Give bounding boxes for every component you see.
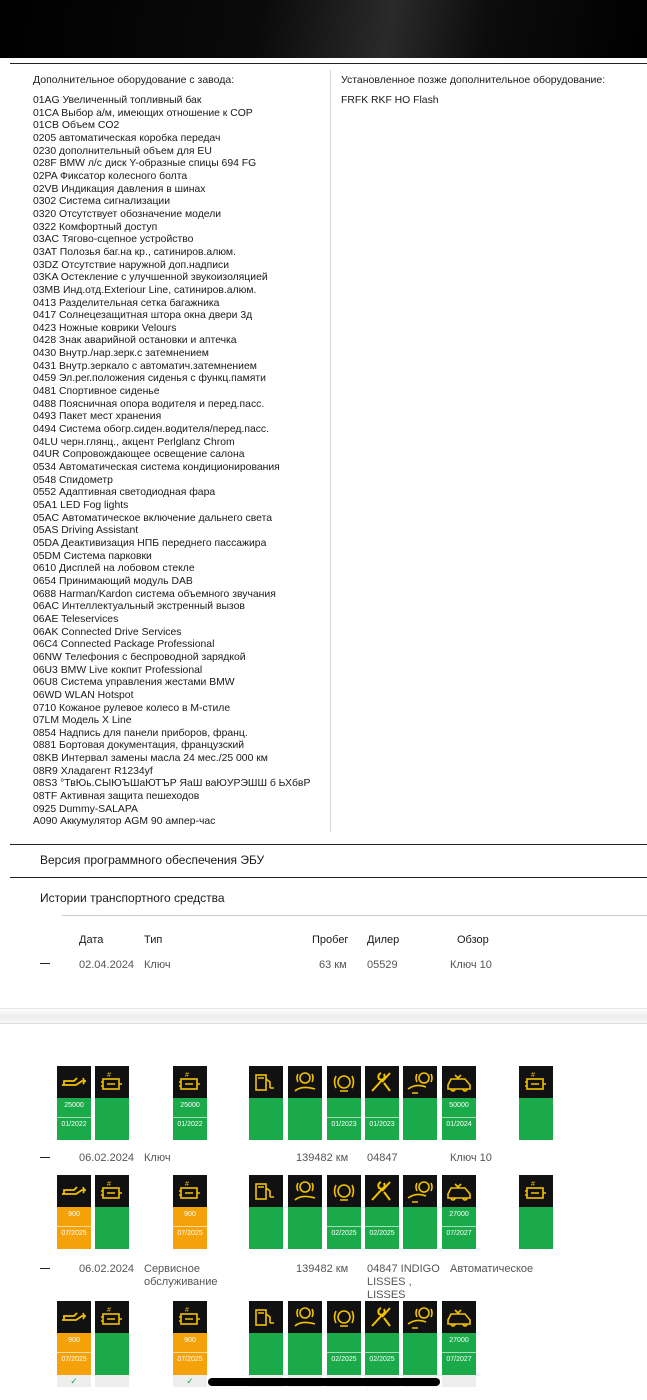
service-status-block <box>173 1207 207 1249</box>
service-due-date: 01/2023 <box>369 1121 395 1128</box>
divider <box>365 1117 399 1118</box>
row-overview: Автоматическое <box>450 1263 534 1275</box>
service-status-block <box>519 1207 553 1249</box>
factory-option-item: 04UR Сопровождающее освещение салона <box>33 449 245 461</box>
row-dealer: 04847 INDIGO LISSES , LISSES <box>367 1263 440 1301</box>
service-tile[interactable] <box>95 1066 129 1140</box>
service-status-block <box>442 1333 476 1375</box>
factory-option-item: 03AC Тягово-сцепное устройство <box>33 234 194 246</box>
service-tile[interactable] <box>95 1301 129 1375</box>
service-remaining-value: 900 <box>184 1211 196 1218</box>
row-dealer: 04847 <box>367 1152 398 1164</box>
battery-service-icon <box>519 1175 553 1207</box>
divider <box>442 1226 476 1227</box>
divider <box>173 1352 207 1353</box>
service-status-block <box>327 1098 361 1140</box>
battery-service-icon <box>519 1066 553 1098</box>
brake-fluid-icon <box>327 1175 361 1207</box>
fuel-service-icon <box>249 1175 283 1207</box>
service-tile[interactable] <box>249 1175 283 1249</box>
factory-option-item: 05DM Система парковки <box>33 550 152 562</box>
service-tile[interactable] <box>519 1066 553 1140</box>
history-section-title[interactable]: Истории транспортного средства <box>40 891 225 905</box>
col-header-date: Дата <box>79 934 104 946</box>
factory-option-item: 02VB Индикация давления в шинах <box>33 183 206 195</box>
row-mileage: 139482 км <box>296 1263 349 1275</box>
service-tile[interactable] <box>173 1301 207 1375</box>
collapse-row-toggle[interactable] <box>40 1268 50 1269</box>
retrofit-options-text: FRFK RKF HO Flash <box>341 95 439 106</box>
service-status-block <box>95 1207 129 1249</box>
factory-options-column <box>33 74 323 829</box>
service-remaining-value: 900 <box>68 1211 80 1218</box>
service-remaining-value: 900 <box>68 1337 80 1344</box>
factory-option-item: 0430 Внутр./нар.зерк.с затемнением <box>33 348 209 360</box>
service-tile[interactable] <box>57 1066 91 1140</box>
ecu-section-title[interactable]: Версия программного обеспечения ЭБУ <box>40 853 265 867</box>
retrofit-options-heading: Установленное позже дополнительное оборудование: <box>341 74 606 86</box>
service-done-check <box>95 1375 129 1387</box>
factory-option-item: 02PA Фиксатор колесного болта <box>33 170 188 182</box>
factory-option-item: 0494 Система обогр.сиден.водителя/перед.пасс. <box>33 424 270 436</box>
svg-text:#: # <box>185 1181 189 1188</box>
row-type: Ключ <box>144 959 171 971</box>
service-due-date: 01/2024 <box>446 1121 472 1128</box>
rear-brakes-icon <box>403 1066 437 1098</box>
divider <box>327 1117 361 1118</box>
factory-option-item: 05A1 LED Fog lights <box>33 500 129 511</box>
factory-option-item: 0459 Эл.рег.положения сиденья с функц.памяти <box>33 373 266 385</box>
service-due-date: 07/2025 <box>61 1356 87 1363</box>
service-tile[interactable] <box>442 1301 476 1375</box>
service-tile[interactable] <box>57 1301 91 1375</box>
factory-option-item: 01CA Выбор а/м, имеющих отношение к COP <box>33 107 253 119</box>
service-status-block <box>57 1207 91 1249</box>
factory-option-item: 06C4 Connected Package Professional <box>33 639 215 651</box>
factory-option-item: 0688 Harman/Kardon система объемного звучания <box>33 588 276 600</box>
factory-option-item: 03MB Инд.отд.Exteriour Line, сатиниров.алюм. <box>33 284 257 296</box>
service-tile[interactable] <box>95 1175 129 1249</box>
battery-service-icon <box>173 1066 207 1098</box>
service-status-block <box>173 1333 207 1375</box>
service-remaining-value: 25000 <box>64 1102 84 1109</box>
service-due-date: 01/2022 <box>61 1121 87 1128</box>
vehicle-check-icon <box>365 1301 399 1333</box>
factory-option-item: 08R9 Хладагент R1234yf <box>33 765 153 777</box>
factory-option-item: 028F BMW л/с диск Y-образные спицы 694 FG <box>33 158 257 170</box>
factory-option-item: 0854 Надпись для панели приборов, франц. <box>33 727 248 739</box>
factory-option-item: 05AS Driving Assistant <box>33 525 139 537</box>
divider <box>57 1352 91 1353</box>
row-date: 02.04.2024 <box>79 959 135 971</box>
factory-option-item: 0428 Знак аварийной остановки и аптечка <box>33 335 237 347</box>
factory-option-item: 0493 Пакет мест хранения <box>33 411 162 423</box>
svg-text:#: # <box>531 1181 535 1188</box>
factory-option-item: 0423 Ножные коврики Velours <box>33 322 177 334</box>
service-tile[interactable] <box>173 1066 207 1140</box>
divider <box>442 1117 476 1118</box>
service-tile[interactable] <box>442 1175 476 1249</box>
factory-option-item: 0881 Бортовая документация, французский <box>33 740 245 752</box>
service-due-date: 07/2027 <box>446 1230 472 1237</box>
divider <box>327 1226 361 1227</box>
service-status-block <box>288 1333 322 1375</box>
battery-service-icon <box>95 1066 129 1098</box>
service-status-block <box>519 1098 553 1140</box>
collapse-row-toggle[interactable] <box>40 963 50 964</box>
col-header-type: Тип <box>144 934 163 946</box>
section-rule <box>10 844 647 845</box>
service-due-date: 07/2025 <box>61 1230 87 1237</box>
page-break-gap <box>0 1008 647 1024</box>
service-tile[interactable] <box>403 1066 437 1140</box>
service-status-block <box>365 1098 399 1140</box>
factory-option-item: 07LM Модель X Line <box>33 715 132 727</box>
factory-option-item: 06AE Teleservices <box>33 613 119 625</box>
inspection-icon <box>442 1066 476 1098</box>
rear-brakes-icon <box>403 1301 437 1333</box>
divider <box>327 1352 361 1353</box>
inspection-icon <box>442 1301 476 1333</box>
service-due-date: 02/2025 <box>369 1230 395 1237</box>
rear-brakes-icon <box>403 1175 437 1207</box>
service-status-block <box>95 1333 129 1375</box>
service-status-block <box>442 1207 476 1249</box>
fuel-service-icon <box>249 1301 283 1333</box>
service-tile[interactable] <box>403 1175 437 1249</box>
col-header-mileage: Пробег <box>312 934 349 946</box>
factory-options-heading: Дополнительное оборудование с завода: <box>33 74 235 86</box>
engine-oil-icon <box>57 1066 91 1098</box>
factory-option-item: 0413 Разделительная сетка багажника <box>33 297 220 309</box>
svg-text:#: # <box>107 1072 111 1079</box>
factory-option-item: 0205 автоматическая коробка передач <box>33 132 221 144</box>
service-remaining-value: 900 <box>184 1337 196 1344</box>
factory-option-item: 06WD WLAN Hotspot <box>33 689 134 701</box>
factory-option-item: 03KA Остекление с улучшенной звукоизоляцией <box>33 272 268 284</box>
battery-service-icon <box>173 1175 207 1207</box>
factory-option-item: 0548 Спидометр <box>33 474 113 486</box>
factory-option-item: 0322 Комфортный доступ <box>33 221 158 233</box>
service-due-date: 07/2025 <box>177 1230 203 1237</box>
factory-option-item: 08S3 °ТвЮь.СЫЮЪШаЮТЪР ЯаШ ваЮУРЭШШ б ЬХбвР <box>33 778 311 790</box>
service-status-block <box>57 1098 91 1140</box>
service-tile[interactable] <box>365 1066 399 1140</box>
factory-option-item: 06AK Connected Drive Services <box>33 626 182 638</box>
factory-options-list <box>33 95 323 829</box>
service-tile[interactable] <box>327 1175 361 1249</box>
divider <box>365 1226 399 1227</box>
row-dealer: 05529 <box>367 959 398 971</box>
collapse-row-toggle[interactable] <box>40 1157 50 1158</box>
service-status-block <box>288 1207 322 1249</box>
service-tile[interactable] <box>365 1175 399 1249</box>
service-status-block <box>173 1098 207 1140</box>
row-date: 06.02.2024 <box>79 1263 135 1275</box>
service-tile[interactable] <box>288 1175 322 1249</box>
row-overview: Ключ 10 <box>450 1152 492 1164</box>
factory-option-item: 04LU черн.глянц., акцент Perlglanz Chrom <box>33 436 235 448</box>
service-due-date: 07/2025 <box>177 1356 203 1363</box>
factory-option-item: 05AC Автоматическое включение дальнего света <box>33 512 272 524</box>
svg-text:#: # <box>531 1072 535 1079</box>
factory-option-item: 06U3 BMW Live кокпит Professional <box>33 664 203 676</box>
service-status-block <box>95 1098 129 1140</box>
row-date: 06.02.2024 <box>79 1152 135 1164</box>
front-brakes-icon <box>288 1175 322 1207</box>
service-remaining-value: 27000 <box>449 1211 469 1218</box>
service-done-check: ✓ <box>57 1375 91 1387</box>
service-tile[interactable] <box>57 1175 91 1249</box>
service-done-check: ✓ <box>173 1375 207 1387</box>
factory-option-item: 0431 Внутр.зеркало с автоматич.затемнением <box>33 360 257 372</box>
divider <box>173 1226 207 1227</box>
service-due-date: 01/2022 <box>177 1121 203 1128</box>
service-tile[interactable] <box>288 1301 322 1375</box>
factory-option-item: 0654 Принимающий модуль DAB <box>33 575 193 587</box>
divider <box>365 1352 399 1353</box>
factory-option-item: 06U8 Система управления жестами BMW <box>33 677 235 689</box>
service-status-block <box>327 1333 361 1375</box>
section-rule <box>62 915 647 916</box>
service-status-block <box>249 1207 283 1249</box>
battery-service-icon <box>95 1301 129 1333</box>
service-tile[interactable] <box>249 1301 283 1375</box>
col-header-dealer: Дилер <box>367 934 400 946</box>
inspection-icon <box>442 1175 476 1207</box>
factory-option-item: 05DA Деактивизация НПБ переднего пассажира <box>33 537 267 549</box>
engine-oil-icon <box>57 1175 91 1207</box>
front-brakes-icon <box>288 1066 322 1098</box>
service-status-block <box>57 1333 91 1375</box>
factory-option-item: 06NW Телефония с беспроводной зарядкой <box>33 651 246 663</box>
factory-option-item: A090 Аккумулятор AGM 90 ампер-час <box>33 816 216 828</box>
engine-oil-icon <box>57 1301 91 1333</box>
factory-option-item: 0302 Система сигнализации <box>33 196 171 208</box>
factory-option-item: 0320 Отсутствует обозначение модели <box>33 208 222 220</box>
row-type: Сервисное обслуживание <box>144 1263 218 1288</box>
divider <box>57 1117 91 1118</box>
factory-option-item: 03AT Полозья баг.на кр., сатиниров.алюм. <box>33 246 236 258</box>
battery-service-icon <box>95 1175 129 1207</box>
row-overview: Ключ 10 <box>450 959 492 971</box>
row-mileage: 139482 км <box>296 1152 349 1164</box>
sheet-top-rule <box>10 63 647 64</box>
factory-option-item: 0534 Автоматическая система кондиционирования <box>33 462 280 474</box>
service-status-block <box>403 1333 437 1375</box>
service-tile[interactable] <box>327 1301 361 1375</box>
factory-option-item: 0488 Поясничная опора водителя и перед.пасс. <box>33 398 265 410</box>
service-status-block <box>249 1333 283 1375</box>
factory-option-item: 0552 Адаптивная светодиодная фара <box>33 487 216 499</box>
service-due-date: 01/2023 <box>331 1121 357 1128</box>
service-done-check <box>442 1375 476 1387</box>
factory-option-item: 03DZ Отсутствие наружной доп.надписи <box>33 259 230 271</box>
svg-text:#: # <box>107 1181 111 1188</box>
service-due-date: 02/2025 <box>331 1230 357 1237</box>
home-indicator[interactable] <box>208 1378 440 1386</box>
divider <box>57 1226 91 1227</box>
front-brakes-icon <box>288 1301 322 1333</box>
row-mileage: 63 км <box>319 959 347 971</box>
svg-text:#: # <box>185 1072 189 1079</box>
service-tile[interactable] <box>519 1175 553 1249</box>
factory-option-item: 08TF Активная защита пешеходов <box>33 791 200 803</box>
svg-text:#: # <box>185 1307 189 1314</box>
top-dark-header-bar <box>0 0 647 58</box>
svg-text:#: # <box>107 1307 111 1314</box>
service-status-block <box>249 1098 283 1140</box>
service-remaining-value: 27000 <box>449 1337 469 1344</box>
factory-option-item: 01CB Объем CO2 <box>33 120 120 132</box>
factory-option-item: 0481 Спортивное сиденье <box>33 386 160 398</box>
service-status-block <box>365 1333 399 1375</box>
service-status-block <box>327 1207 361 1249</box>
service-remaining-value: 50000 <box>449 1102 469 1109</box>
factory-option-item: 0925 Dummy-SALAPA <box>33 803 138 815</box>
service-due-date: 02/2025 <box>331 1356 357 1363</box>
service-tile[interactable] <box>249 1066 283 1140</box>
fuel-service-icon <box>249 1066 283 1098</box>
section-rule <box>10 877 647 878</box>
service-due-date: 02/2025 <box>369 1356 395 1363</box>
service-tile[interactable] <box>173 1175 207 1249</box>
service-tile[interactable] <box>365 1301 399 1375</box>
brake-fluid-icon <box>327 1301 361 1333</box>
service-status-block <box>365 1207 399 1249</box>
service-status-block <box>403 1098 437 1140</box>
retrofit-options-column <box>341 74 641 106</box>
service-status-block <box>403 1207 437 1249</box>
column-divider <box>330 70 331 832</box>
brake-fluid-icon <box>327 1066 361 1098</box>
divider <box>173 1117 207 1118</box>
battery-service-icon <box>173 1301 207 1333</box>
service-tile[interactable] <box>442 1066 476 1140</box>
factory-option-item: 0230 дополнительный объем для EU <box>33 145 212 157</box>
service-status-block <box>288 1098 322 1140</box>
service-status-block <box>442 1098 476 1140</box>
service-tile[interactable] <box>327 1066 361 1140</box>
row-type: Ключ <box>144 1152 171 1164</box>
divider <box>442 1352 476 1353</box>
factory-option-item: 06AC Интеллектуальный экстренный вызов <box>33 601 245 613</box>
vehicle-check-icon <box>365 1066 399 1098</box>
service-due-date: 07/2027 <box>446 1356 472 1363</box>
vehicle-check-icon <box>365 1175 399 1207</box>
service-tile[interactable] <box>288 1066 322 1140</box>
factory-option-item: 0610 Дисплей на лобовом стекле <box>33 563 195 575</box>
factory-option-item: 08KB Интервал замены масла 24 мес./25 000 км <box>33 753 268 765</box>
service-remaining-value: 25000 <box>180 1102 200 1109</box>
service-tile[interactable] <box>403 1301 437 1375</box>
factory-option-item: 0710 Кожаное рулевое колесо в М-стиле <box>33 702 231 714</box>
factory-option-item: 01AG Увеличенный топливный бак <box>33 95 202 106</box>
col-header-overview: Обзор <box>457 934 489 946</box>
factory-option-item: 0417 Солнецезащитная штора окна двери 3д <box>33 310 253 322</box>
